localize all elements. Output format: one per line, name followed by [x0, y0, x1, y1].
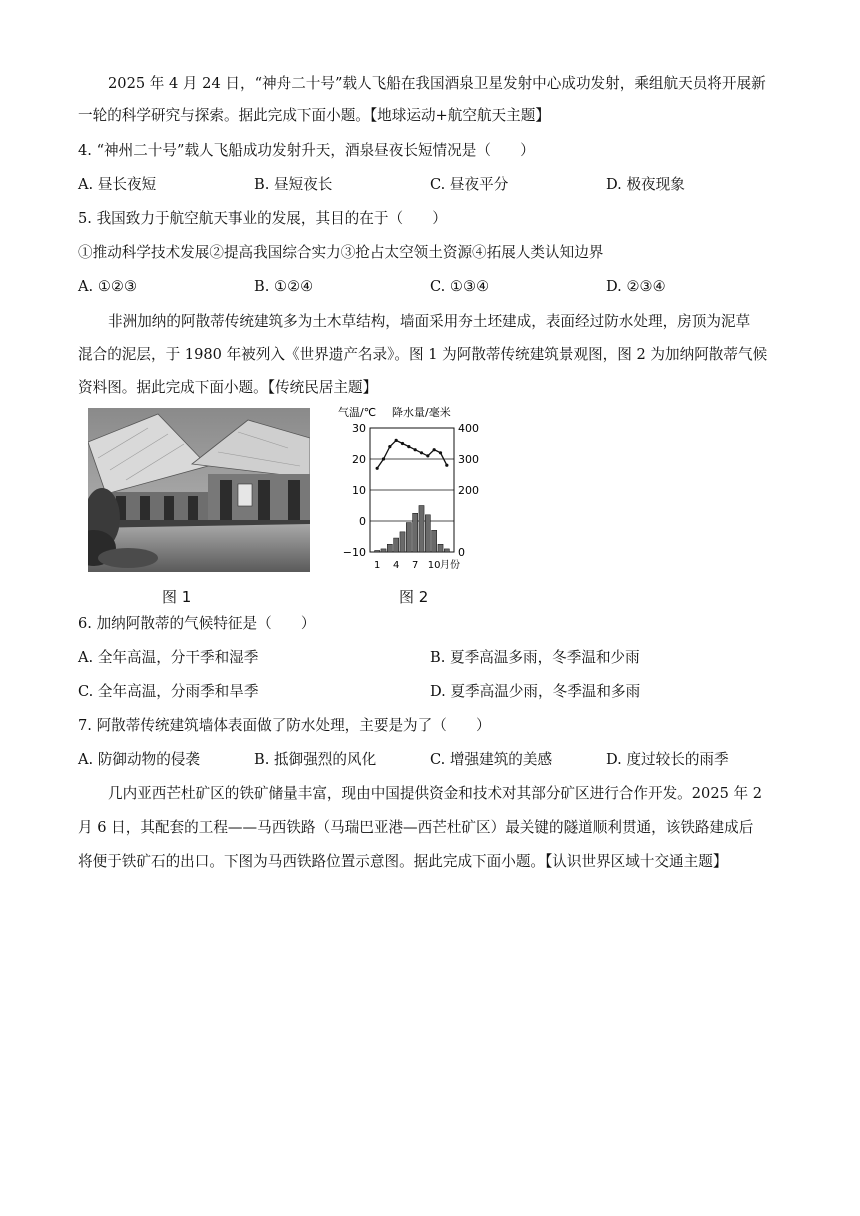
x-tick-labels [374, 560, 441, 571]
right-tick-label: 0 [458, 546, 465, 559]
temperature-point [445, 464, 448, 467]
precip-bar [387, 544, 392, 552]
left-tick-label: 0 [359, 515, 366, 528]
q4-option-c: C. 昼夜平分 [430, 176, 509, 193]
right-axis-label: 降水量/毫米 [392, 406, 451, 419]
q4-stem: 4. “神州二十号”载人飞船成功发射升天，酒泉昼夜长短情况是（ ） [78, 142, 535, 159]
intro3-line1: 几内亚西芒杜矿区的铁矿储量丰富，现由中国提供资金和技术对其部分矿区进行合作开发。2025 年 2 [108, 785, 763, 802]
q5-statements: ①推动科学技术发展②提高我国综合实力③抢占太空领土资源④拓展人类认知边界 [78, 244, 604, 261]
left-axis-label: 气温/℃ [338, 406, 377, 419]
temperature-point [382, 457, 385, 460]
temperature-point [420, 451, 423, 454]
q6-stem: 6. 加纳阿散蒂的气候特征是（ ） [78, 615, 316, 632]
temperature-point [439, 451, 442, 454]
q5-option-b: B. ①②④ [254, 278, 314, 295]
left-tick-label: 30 [352, 422, 366, 435]
left-tick-label: 10 [352, 484, 366, 497]
precip-bars [375, 506, 450, 553]
temperature-line [377, 440, 447, 468]
x-unit-label: 月份 [440, 560, 460, 571]
intro2-line2: 混合的泥层，于 1980 年被列入《世界遗产名录》。图 1 为阿散蒂传统建筑景观图，图 2 为加纳阿散蒂气候 [78, 346, 768, 363]
x-tick-label: 1 [373, 560, 381, 571]
temperature-point [433, 448, 436, 451]
precip-bar [438, 544, 443, 552]
figure2-climate-chart [336, 404, 496, 576]
temperature-point [414, 448, 417, 451]
figure2-caption: 图 2 [399, 588, 429, 606]
q4-option-b: B. 昼短夜长 [254, 176, 333, 193]
precip-bar [444, 549, 449, 552]
q5-option-c: C. ①③④ [430, 278, 490, 295]
right-tick-label: 300 [458, 453, 479, 466]
precip-bar [394, 538, 399, 552]
q7-option-d: D. 度过较长的雨季 [606, 751, 729, 768]
q6-option-a: A. 全年高温，分干季和湿季 [78, 649, 259, 666]
q6-option-d: D. 夏季高温少雨，冬季温和多雨 [430, 683, 641, 700]
q7-option-c: C. 增强建筑的美感 [430, 751, 553, 768]
right-tick-label: 200 [458, 484, 479, 497]
temperature-point [426, 454, 429, 457]
intro3-line3: 将便于铁矿石的出口。下图为马西铁路位置示意图。据此完成下面小题。【认识世界区域十交通主题】 [78, 853, 728, 870]
temperature-point [376, 467, 379, 470]
intro1-line2: 一轮的科学研究与探索。据此完成下面小题。【地球运动+航空航天主题】 [78, 107, 550, 124]
x-tick-label: 10 [427, 560, 441, 571]
q5-stem: 5. 我国致力于航空航天事业的发展，其目的在于（ ） [78, 210, 447, 227]
precip-bar [400, 532, 405, 552]
right-tick-labels [458, 422, 479, 559]
q6-option-b: B. 夏季高温多雨，冬季温和少雨 [430, 649, 640, 666]
intro3-line2: 月 6 日，其配套的工程——马西铁路（马瑞巴亚港—西芒杜矿区）最关键的隧道顺利贯通，该铁路建成后 [78, 819, 754, 836]
temperature-point [395, 439, 398, 442]
temperature-point [401, 442, 404, 445]
left-tick-label: −10 [342, 546, 366, 559]
precip-bar [406, 523, 411, 552]
temperature-point [407, 445, 410, 448]
x-tick-label: 7 [411, 560, 419, 571]
q7-option-a: A. 防御动物的侵袭 [78, 751, 200, 768]
q7-stem: 7. 阿散蒂传统建筑墙体表面做了防水处理，主要是为了（ ） [78, 717, 491, 734]
q5-option-d: D. ②③④ [606, 278, 666, 295]
precip-bar [413, 513, 418, 552]
precip-bar [432, 530, 437, 552]
left-tick-label: 20 [352, 453, 366, 466]
figure1-building-photo [88, 408, 310, 572]
q4-option-d: D. 极夜现象 [606, 176, 685, 193]
temperature-point [388, 445, 391, 448]
intro2-line3: 资料图。据此完成下面小题。【传统民居主题】 [78, 379, 378, 396]
q5-option-a: A. ①②③ [78, 278, 138, 295]
intro2-line1: 非洲加纳的阿散蒂传统建筑多为土木草结构，墙面采用夯土坯建成，表面经过防水处理，房顶为泥草 [108, 313, 751, 330]
figure1-caption: 图 1 [162, 588, 192, 606]
q6-option-c: C. 全年高温，分雨季和旱季 [78, 683, 259, 700]
q7-option-b: B. 抵御强烈的风化 [254, 751, 377, 768]
q4-option-a: A. 昼长夜短 [78, 176, 157, 193]
x-tick-label: 4 [392, 560, 400, 571]
precip-bar [425, 515, 430, 552]
right-tick-label: 400 [458, 422, 479, 435]
precip-bar [375, 550, 380, 552]
intro1-line1: 2025 年 4 月 24 日，“神舟二十号”载人飞船在我国酒泉卫星发射中心成功发射，乘组航天员将开展新 [108, 75, 766, 92]
left-tick-labels [343, 422, 366, 559]
precip-bar [381, 549, 386, 552]
precip-bar [419, 506, 424, 553]
